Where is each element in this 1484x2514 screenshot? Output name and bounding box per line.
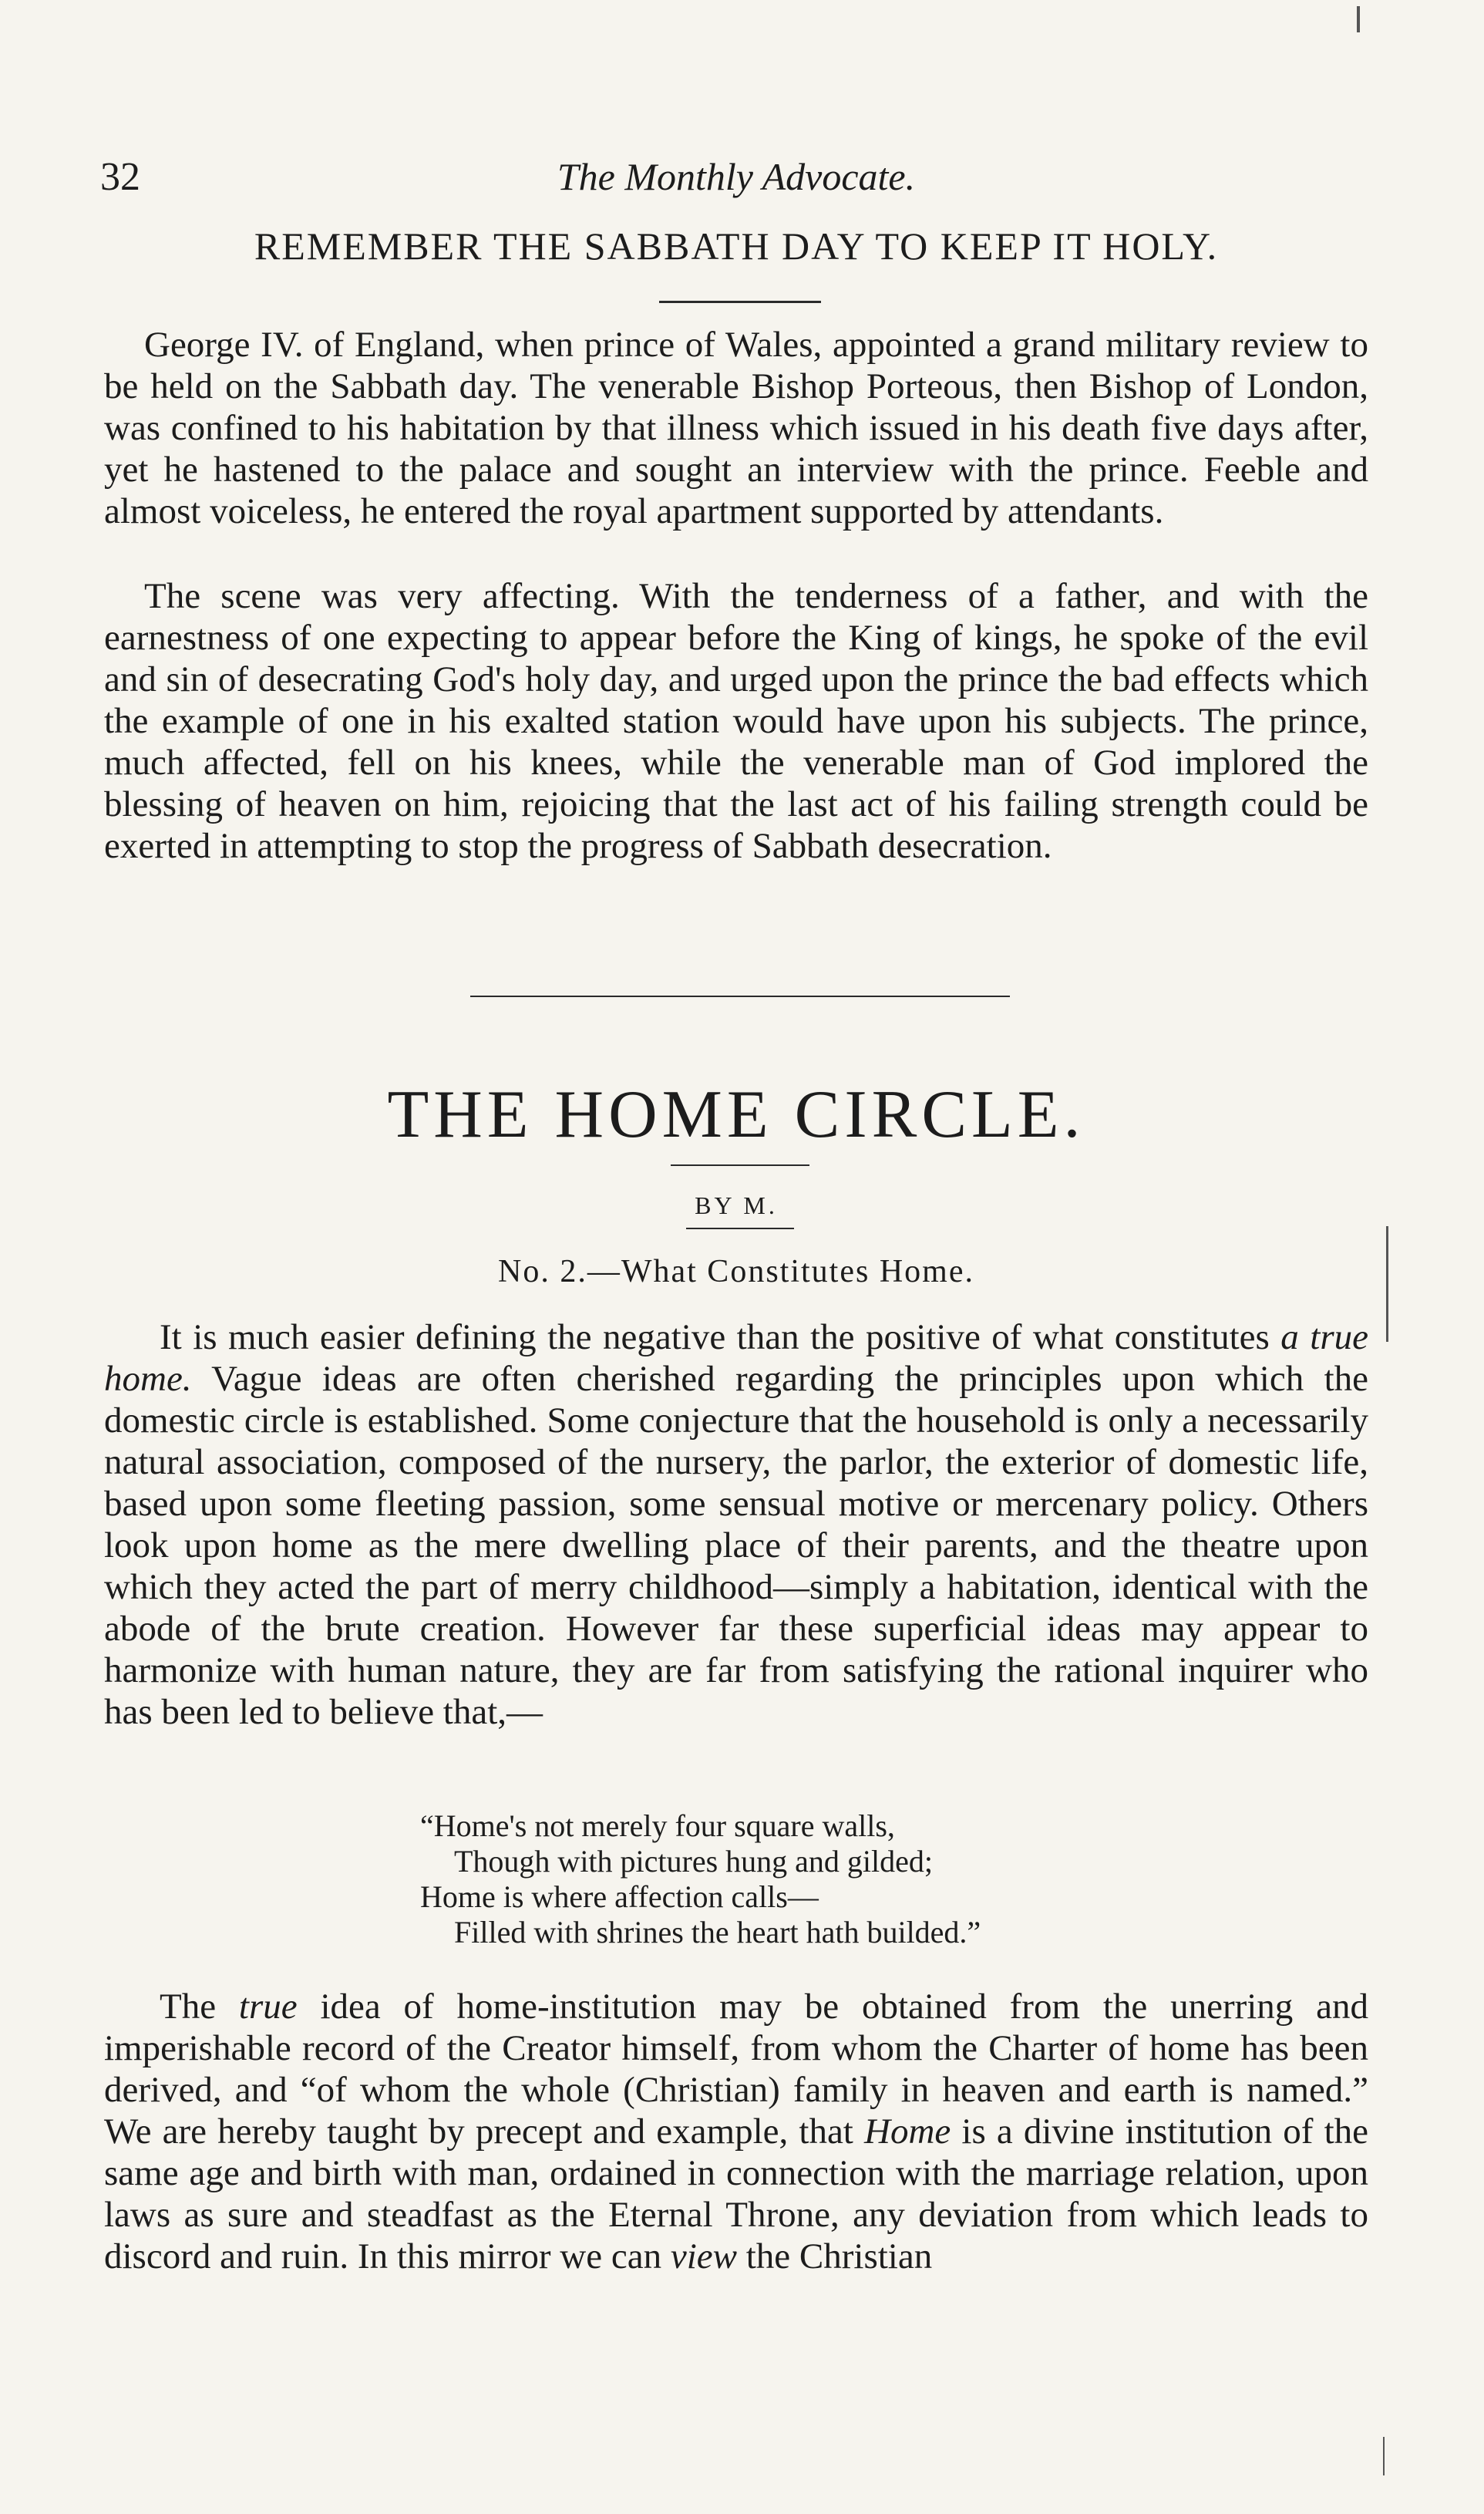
margin-mark-right [1386,1226,1388,1342]
journal-title: The Monthly Advocate. [557,155,916,198]
article-paragraph-1: George IV. of England, when prince of Wales, appointed a grand military review to be held on the Sabbath day. The venerable Bishop Porteous, then Bishop of London, was confined to his habitation by that illness which issued in his death five days after, yet he hastened to the palace and sought an interview with the prince. Feeble and almost voiceless, he entered the royal apartment supported by attendants. [104,325,1368,531]
home-p2-emphasis-view: view [670,2236,737,2276]
byline: BY M. [695,1191,778,1219]
verse-quote [420,1808,1191,1950]
title-rule [659,301,821,303]
home-p2-text-a: The [160,1987,239,2027]
home-p2-emphasis-home: Home [864,2111,951,2152]
margin-mark-top [1357,6,1360,32]
section-title-rule [671,1164,809,1166]
verse-line-2: Though with pictures hung and gilded; [454,1844,934,1879]
home-p2-text-g: the Christian [736,2236,933,2276]
article-paragraph-2: The scene was very affecting. With the tenderness of a father, and with the earnestness of one expecting to appear before the King of kings, he spoke of the evil and sin of desecrating God's holy day, and urged upon the prince the bad effects which the example of one in his exalted station would have upon his subjects. The prince, much affected, fell on his knees, while the venerable man of God implored the blessing of heaven on him, rejoicing that the last act of his failing strength could be exerted in attempting to stop the progress of Sabbath desecration. [104,576,1368,866]
home-p1-text-a: It is much easier defining the negative than the positive of what constitutes [160,1317,1281,1357]
home-paragraph-2 [104,1986,1368,2277]
byline-rule [686,1228,794,1229]
verse-line-4: Filled with shrines the heart hath builded.” [454,1915,981,1950]
section-title: THE HOME CIRCLE. [387,1077,1085,1152]
home-paragraph-1 [104,1316,1368,1733]
home-p2-text-e: is a divine institution of the same age and birth with man, ordained in connection with the marriage relation, upon laws as sure and steadfast as the Eternal Throne, any deviation from which leads to discord and ruin. In this mirror we can [104,2111,1368,2276]
margin-mark-bottom [1383,2437,1385,2475]
verse-line-3: Home is where affection calls— [420,1879,819,1914]
home-p1-emphasis: a true home. [104,1317,1368,1399]
home-p2-text-c: idea of home-institution may be obtained from the unerring and imperishable record of the Creator himself, from whom the Charter of home has been derived, and “of whom the whole (Christian) family in heaven and earth is named.” We are hereby taught by precept and example, that [104,1987,1368,2152]
verse-line-1: “Home's not merely four square walls, [420,1808,895,1843]
home-p1-text-c: Vague ideas are often cherished regarding the principles upon which the domestic circle is established. Some conjecture that the household is only a necessarily natural association, composed of the nursery, the parlor, the exterior of domestic life, based upon some fleeting passion, some sensual motive or mercenary policy. Others look upon home as the mere dwelling place of their parents, and the theatre upon which they acted the part of merry childhood—simply a habitation, identical with the abode of the brute creation. However far these superficial ideas may appear to harmonize with human nature, they are far from satisfying the rational inquirer who has been led to believe that,— [104,1359,1368,1732]
section-divider [470,996,1010,997]
home-p2-emphasis-true: true [238,1987,298,2027]
section-subtitle: No. 2.—What Constitutes Home. [498,1254,974,1289]
page-number: 32 [100,155,140,199]
article-title: REMEMBER THE SABBATH DAY TO KEEP IT HOLY. [254,224,1219,268]
running-head [100,154,1372,208]
